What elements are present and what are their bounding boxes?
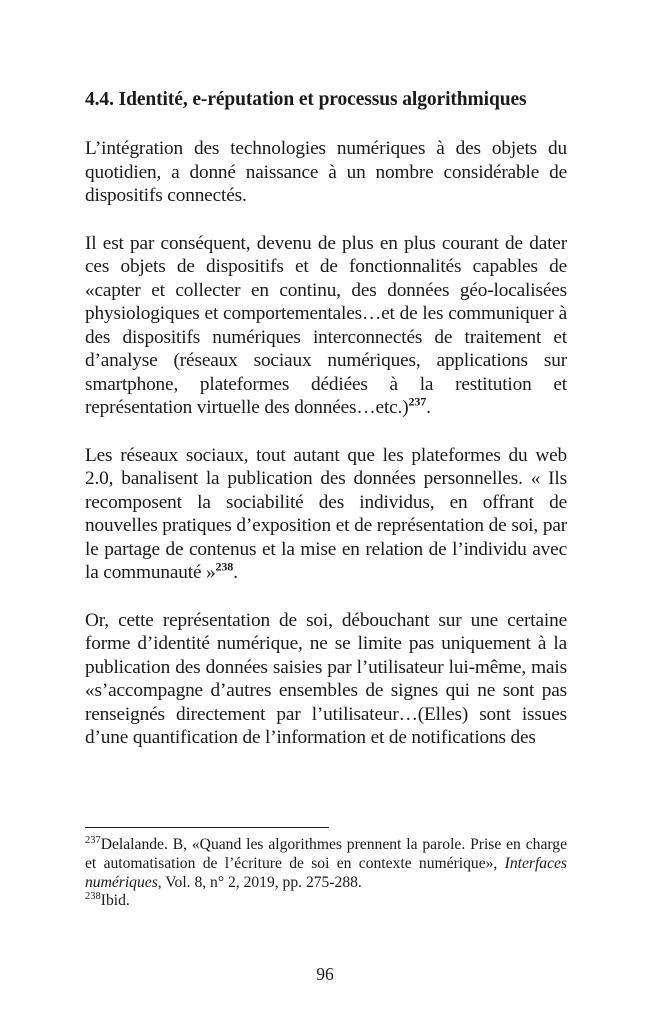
paragraph-3-end: .: [233, 562, 238, 583]
paragraph-1: [85, 137, 567, 208]
paragraph-2: [85, 232, 567, 420]
footnote-ref-237[interactable]: 237: [408, 394, 427, 409]
footnote-ref-238[interactable]: 238: [215, 559, 234, 574]
paragraph-4-text: Or, cette représentation de soi, débouchant sur une certaine forme d’identité numérique, ne se limite pas uniquement à la publication des données saisies par l’utilisateur lui-même, mais «s’accompagne d’autres ensembles de signes qui ne sont pas renseignés directement par l’utilisateur…(Elles) sont issues d’une quantification de l’information et de notifications des: [85, 609, 567, 748]
paragraph-3: [85, 444, 567, 585]
paragraph-2-text: Il est par conséquent, devenu de plus en plus courant de dater ces objets de dispositifs et de fonctionnalités capables de «capter et collecter en continu, des données géo-localisées physiologiques et comportementales…et de les communiquer à des dispositifs numériques interconnectés de traitement et d’analyse (réseaux sociaux numériques, applications sur smartphone, plateformes dédiées à la restitution et représentation virtuelle des données…etc.): [85, 232, 567, 418]
footnote-number: 237: [85, 834, 101, 846]
footnote-text: Ibid.: [100, 892, 130, 910]
paragraph-2-end: .: [426, 397, 431, 418]
paragraph-1-text: L’intégration des technologies numériques à des objets du quotidien, a donné naissance à un nombre considérable de dispositifs connectés.: [85, 138, 567, 206]
footnote-238: [85, 892, 567, 911]
footnote-journal: Interfaces numériques: [85, 854, 567, 891]
footnotes: [85, 836, 567, 911]
footnote-text-end: , Vol. 8, n° 2, 2019, pp. 275-288.: [157, 873, 362, 891]
page-body: [85, 88, 567, 774]
page-number: 96: [316, 964, 334, 984]
footnote-number: 238: [85, 891, 101, 903]
section-heading: 4.4. Identité, e-réputation et processus algorithmiques: [85, 89, 527, 110]
paragraph-4: [85, 609, 567, 750]
footnote-separator: [85, 827, 329, 828]
footnote-text: Delalande. B, «Quand les algorithmes prennent la parole. Prise en charge et automatisation de l’écriture de soi en contexte numérique»,: [85, 836, 567, 872]
paragraph-3-text: Les réseaux sociaux, tout autant que les plateformes du web 2.0, banalisent la publication des données personnelles. « Ils recomposent la sociabilité des individus, en offrant de nouvelles pratiques d’exposition et de représentation de soi, par le partage de contenus et la mise en relation de l’individu avec la communauté »: [85, 444, 567, 583]
footnote-237: [85, 836, 567, 892]
